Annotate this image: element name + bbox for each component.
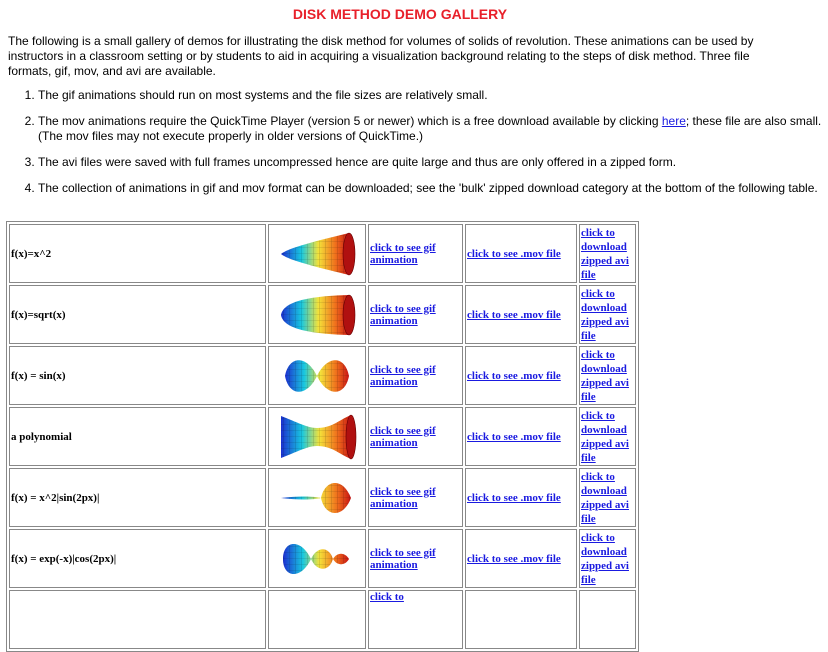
function-name: a polynomial: [9, 407, 266, 466]
note-mov-text-after: ; these file are also small. (The mov files may not execute properly in older versions of QuickTime.): [38, 114, 822, 143]
exp-cos-solid-icon: [277, 534, 357, 584]
function-name: f(x) = exp(-x)|cos(2px)|: [9, 529, 266, 588]
avi-download-link[interactable]: click to download zipped avi file: [581, 287, 629, 342]
avi-download-link[interactable]: click to download zipped avi file: [581, 531, 629, 586]
table-row: [9, 529, 636, 588]
note-gif-text: The gif animations should run on most systems and the file sizes are relatively small.: [38, 88, 488, 102]
gif-link[interactable]: click to see gif animation: [370, 424, 436, 449]
mov-link[interactable]: click to see .mov file: [467, 247, 561, 260]
sine-solid-icon: [277, 351, 357, 401]
paraboloid-icon: [277, 229, 357, 279]
table-row: [9, 590, 636, 649]
gif-link[interactable]: click to see gif animation: [370, 546, 436, 571]
function-name: f(x)=sqrt(x): [9, 285, 266, 344]
quicktime-download-link[interactable]: here: [661, 114, 686, 128]
note-bulk: [38, 181, 828, 196]
note-gif: [38, 88, 828, 103]
note-avi-text: The avi files were saved with full frames uncompressed hence are quite large and thus are only offered in a zipped form.: [38, 155, 677, 169]
avi-download-link[interactable]: click to download zipped avi file: [581, 226, 629, 281]
table-row: [9, 468, 636, 527]
mov-link[interactable]: click to see .mov file: [467, 430, 561, 443]
table-row: [9, 285, 636, 344]
intro-paragraph: The following is a small gallery of demos for illustrating the disk method for volumes of solids of revolution. These animations can be used by instructors in a classroom setting or by students to aid in acquiring a visualization background relating to the steps of disk method. Three file formats, gif, mov, and avi are available.: [8, 34, 754, 78]
gif-link[interactable]: click to see gif animation: [370, 485, 436, 510]
mov-link[interactable]: click to see .mov file: [467, 369, 561, 382]
polynomial-solid-icon: [277, 412, 357, 462]
table-row: [9, 407, 636, 466]
sqrt-solid-icon: [277, 290, 357, 340]
avi-download-link[interactable]: click to download zipped avi file: [581, 470, 629, 525]
table-row: [9, 346, 636, 405]
note-bulk-text: The collection of animations in gif and mov format can be downloaded; see the 'bulk' zipped download category at the bottom of the following table.: [38, 181, 818, 195]
partial-link[interactable]: click to: [370, 591, 404, 603]
function-name: f(x) = x^2|sin(2px)|: [9, 468, 266, 527]
function-name: f(x) = sin(x): [9, 346, 266, 405]
note-mov: [38, 114, 828, 144]
x2-sin-solid-icon: [277, 473, 357, 523]
avi-download-link[interactable]: click to download zipped avi file: [581, 409, 629, 464]
page-title: DISK METHOD DEMO GALLERY: [292, 6, 508, 22]
mov-link[interactable]: click to see .mov file: [467, 308, 561, 321]
mov-link[interactable]: click to see .mov file: [467, 491, 561, 504]
notes-list: [0, 88, 828, 207]
demo-gallery-table: [6, 221, 639, 652]
note-mov-text-before: The mov animations require the QuickTime Player (version 5 or newer) which is a free download available by clicking: [38, 114, 662, 128]
table-row: [9, 224, 636, 283]
gif-link[interactable]: click to see gif animation: [370, 302, 436, 327]
function-name: f(x)=x^2: [9, 224, 266, 283]
avi-download-link[interactable]: click to download zipped avi file: [581, 348, 629, 403]
gif-link[interactable]: click to see gif animation: [370, 241, 436, 266]
mov-link[interactable]: click to see .mov file: [467, 552, 561, 565]
note-avi: [38, 155, 828, 170]
gif-link[interactable]: click to see gif animation: [370, 363, 436, 388]
